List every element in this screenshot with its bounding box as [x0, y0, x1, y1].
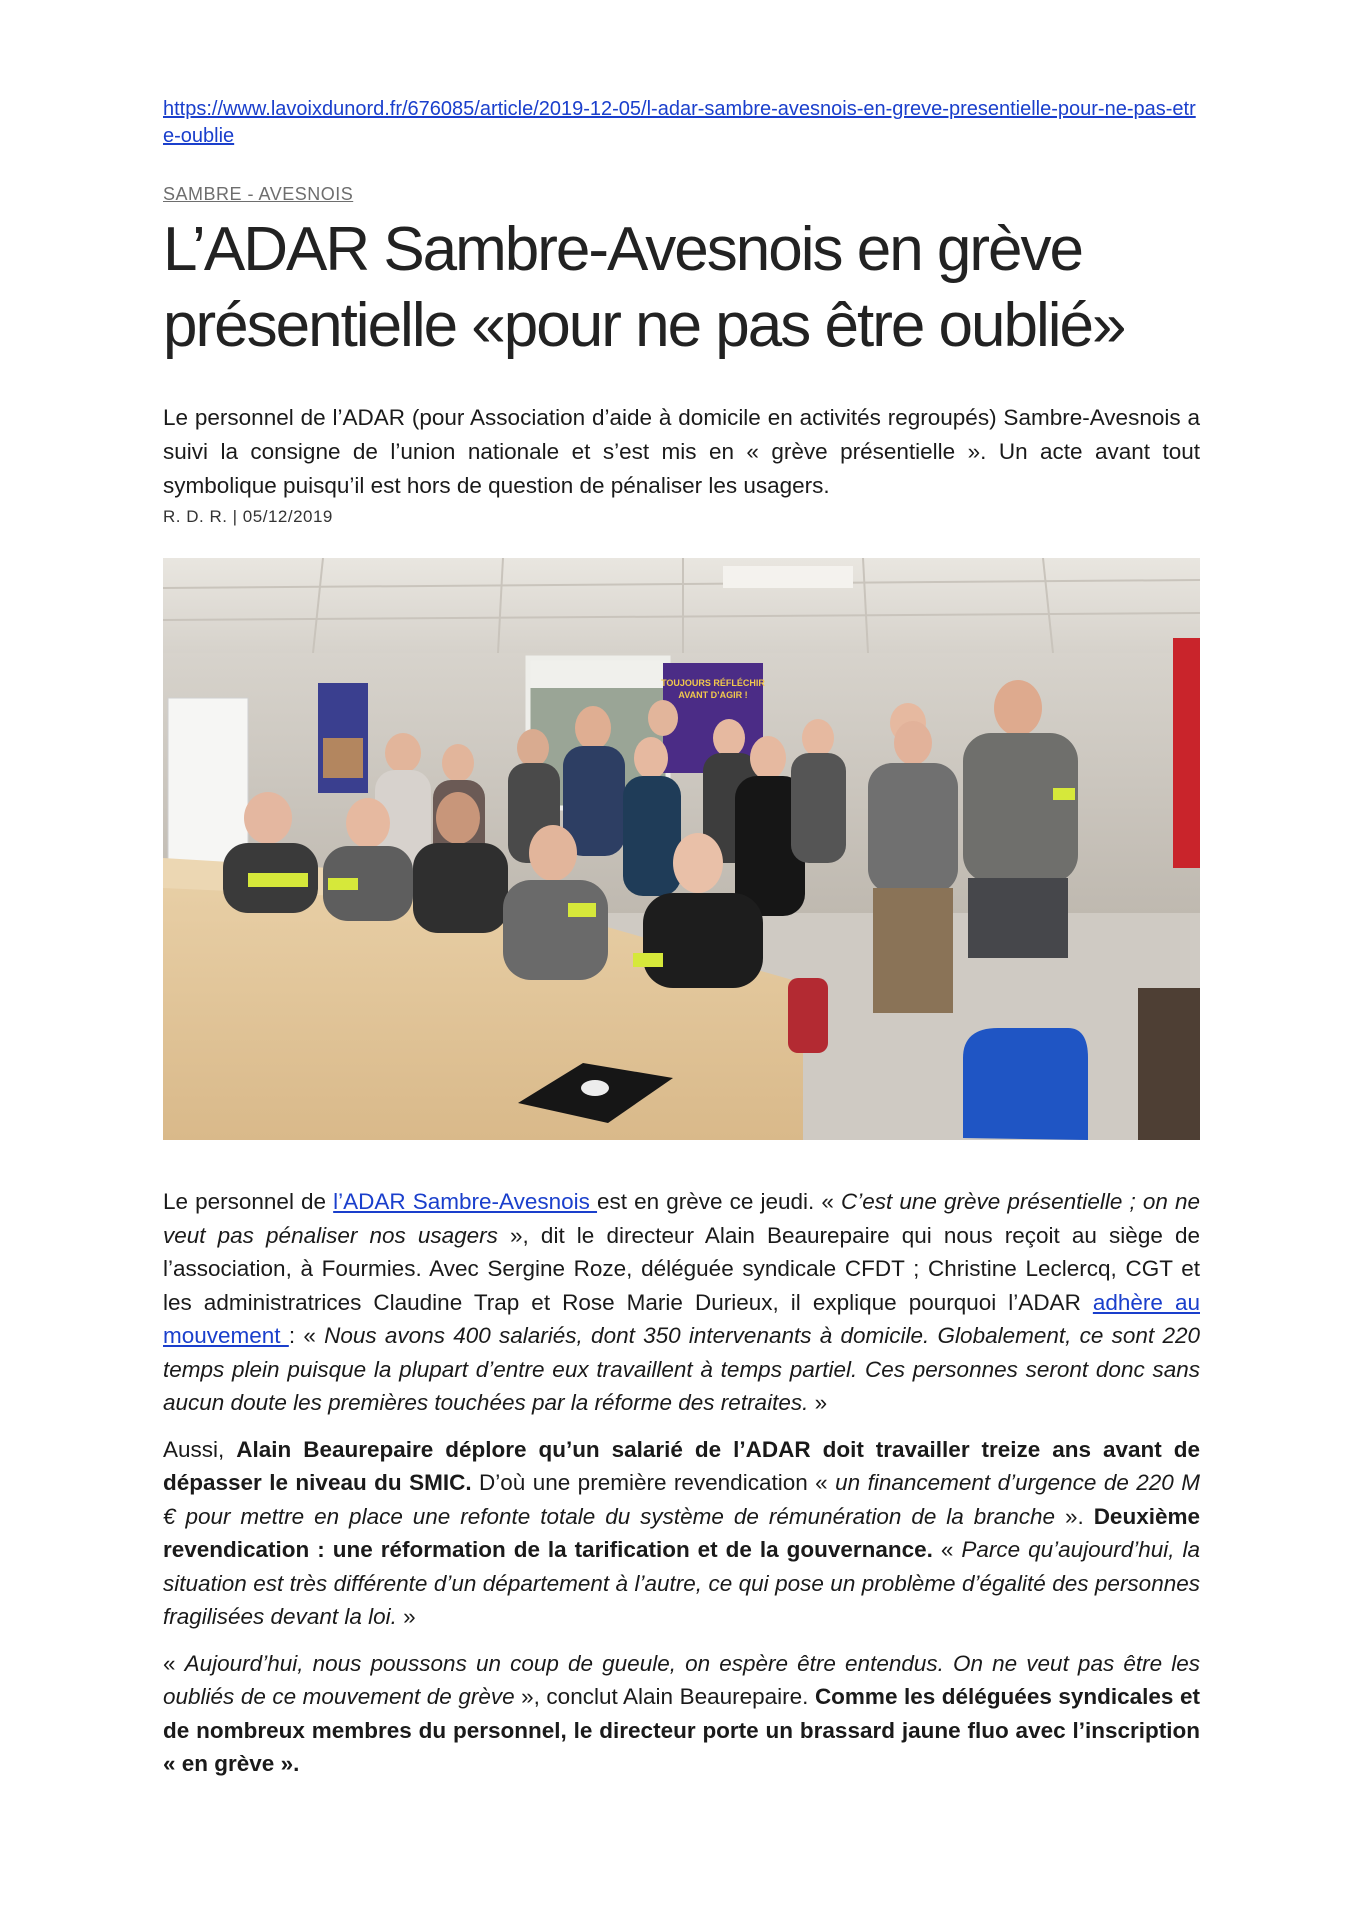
- article-title: L’ADAR Sambre-Avesnois en grève présentielle «pour ne pas être oublié»: [163, 215, 1125, 360]
- group-photo-illustration: [163, 558, 1200, 1140]
- article-photo: [163, 558, 1200, 1140]
- poster-text: TOUJOURS RÉFLÉCHIR: [661, 678, 765, 688]
- paragraph-2: Aussi, Alain Beaurepaire déplore qu’un salarié de l’ADAR doit travailler treize ans avant de dépasser le niveau du SMIC. D’où une première revendication « un financement d’urgence de 220 M € pour mettre en place une refonte totale du système de rémunération de la branche ». Deuxième revendication : une réformation de la tarification et de la gouvernance. « Parce qu’aujourd’hui, la situation est très différente d’un département à l’autre, ce qui pose un problème d’égalité des personnes fragilisées devant la loi. »: [163, 1436, 1200, 1629]
- svg-text:AVANT D’AGIR !: AVANT D’AGIR !: [678, 690, 748, 700]
- paragraph-3: « Aujourd’hui, nous poussons un coup de gueule, on espère être entendus. On ne veut pas être les oubliés de ce mouvement de grève », conclut Alain Beaurepaire. Comme les déléguées syndicales et de nombreux membres du personnel, le directeur porte un brassard jaune fluo avec l’inscription « en grève ».: [163, 1650, 1200, 1776]
- article-lead: Le personnel de l’ADAR (pour Association d’aide à domicile en activités regroupés) Sambre-Avesnois a suivi la consigne de l’union nationale et s’est mis en « grève présentielle ». Un acte avant tout symbolique puisqu’il est hors de question de pénaliser les usagers.: [163, 405, 1200, 498]
- paragraph-1: Le personnel de l’ADAR Sambre-Avesnois est en grève ce jeudi. « C’est une grève présentielle ; on ne veut pas pénaliser nos usagers », dit le directeur Alain Beaurepaire qui nous reçoit au siège de l’association, à Fourmies. Avec Sergine Roze, déléguée syndicale CFDT ; Christine Leclercq, CGT et les administratrices Claudine Trap et Rose Marie Durieux, il explique pourquoi l’ADAR adhère au mouvement : « Nous avons 400 salariés, dont 350 intervenants à domicile. Globalement, ce sont 220 temps plein puisque la plupart d’entre eux travaillent à temps partiel. Ces personnes seront donc sans aucun doute les premières touchées par la réforme des retraites. »: [163, 1189, 1200, 1415]
- source-url-link[interactable]: https://www.lavoixdunord.fr/676085/article/2019-12-05/l-adar-sambre-avesnois-en-greve-presentielle-pour-ne-pas-etre-oublie: [163, 98, 1196, 147]
- article-body: [163, 1185, 1200, 1794]
- adar-link[interactable]: l’ADAR Sambre-Avesnois: [333, 1189, 598, 1214]
- section-rubric-link[interactable]: SAMBRE - AVESNOIS: [163, 184, 354, 204]
- byline: R. D. R. | 05/12/2019: [163, 507, 333, 526]
- mouvement-link[interactable]: adhère au mouvement: [163, 1289, 1200, 1348]
